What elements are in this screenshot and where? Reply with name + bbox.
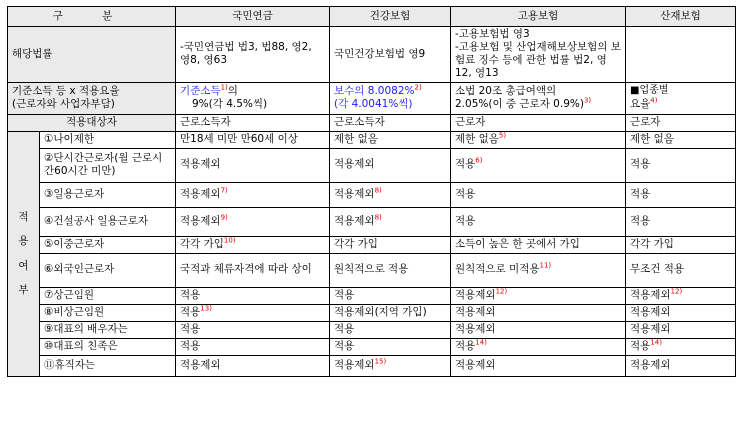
cell-pension: 적용$^{13)}$ (176, 304, 330, 321)
cell-pension: 적용제외 (176, 148, 330, 182)
footnote-mark: 1) (220, 83, 228, 92)
cell-health: 적용제외(지역 가입) (330, 304, 451, 321)
row-label: ④건설공사 일용근로자 (40, 207, 176, 236)
cell-industrial: 각각 가입 (626, 236, 736, 253)
cell-industrial: 적용제외 (626, 321, 736, 338)
cell-employment: 적용$^{6)}$ (451, 148, 626, 182)
header-category: 구 분 (8, 7, 176, 27)
cell-industrial: 적용제외$^{12)}$ (626, 287, 736, 304)
insurance-comparison-table (7, 6, 736, 377)
rate-label (8, 82, 176, 114)
footnote-mark: 5) (498, 131, 507, 140)
cell-health: 적용제외 (330, 148, 451, 182)
table-row (8, 355, 736, 376)
rate-row (8, 82, 736, 114)
footnote-mark: 3) (583, 96, 592, 105)
cell-employment: 적용제외 (451, 321, 626, 338)
footnote-mark: 11) (539, 261, 552, 270)
footnote-mark: 13) (200, 304, 212, 313)
cell-pension: 적용 (176, 321, 330, 338)
cell-health: 적용제외$^{15)}$ (330, 355, 451, 376)
cell-pension: 각각 가입$^{10)}$ (176, 236, 330, 253)
target-health: 근로소득자 (330, 114, 451, 131)
footnote-mark: 14) (475, 338, 487, 347)
row-label: ⑧비상근임원 (40, 304, 176, 321)
rate-pension-value: 9%(각 4.5%씩) (192, 98, 268, 110)
cell-industrial: 적용 (626, 207, 736, 236)
cell-industrial: 제한 없음 (626, 131, 736, 148)
insurance-comparison-table-wrapper (7, 6, 736, 377)
footnote-mark: 12) (670, 287, 683, 296)
cell-employment: 적용$^{14)}$ (451, 338, 626, 355)
cell-health: 적용제외$^{8)}$ (330, 182, 451, 207)
cell-pension: 적용 (176, 287, 330, 304)
rate-health-value: 보수의 8.0082% (334, 84, 415, 97)
rate-pension-base: 기준소득 (180, 84, 221, 97)
footnote-mark: 8) (374, 186, 382, 195)
table-row (8, 287, 736, 304)
table-row (8, 207, 736, 236)
cell-pension: 만18세 미만 만60세 이상 (176, 131, 330, 148)
cell-employment: 제한 없음$^{5)}$ (451, 131, 626, 148)
rate-label-line1: 기준소득 등 x 적용요율 (12, 84, 120, 97)
table-row (8, 236, 736, 253)
footnote-mark: 7) (220, 186, 228, 195)
row-label: ③일용근로자 (40, 182, 176, 207)
applicability-side-label (8, 131, 40, 376)
cell-industrial: 적용제외 (626, 355, 736, 376)
footnote-mark: 9) (220, 213, 228, 222)
footnote-mark: 12) (495, 287, 508, 296)
side-char: 적 (18, 211, 29, 224)
target-row (8, 114, 736, 131)
cell-pension: 적용제외 (176, 355, 330, 376)
cell-health: 적용제외$^{8)}$ (330, 207, 451, 236)
cell-health: 각각 가입 (330, 236, 451, 253)
cell-industrial: 적용 (626, 182, 736, 207)
row-label: ②단시간근로자(월 근로시간60시간 미만) (40, 148, 176, 182)
law-label: 해당법률 (8, 27, 176, 83)
cell-industrial: 적용 (626, 148, 736, 182)
rate-employment (451, 82, 626, 114)
row-label: ⑨대표의 배우자는 (40, 321, 176, 338)
cell-pension: 적용 (176, 338, 330, 355)
rate-pension-tail: 의 (227, 84, 238, 97)
table-row (8, 253, 736, 287)
rate-employment-line2: 2.05%(이 중 근로자 0.9%) (455, 98, 584, 110)
header-industrial-accident-insurance: 산재보험 (626, 7, 736, 27)
row-label: ⑪휴직자는 (40, 355, 176, 376)
cell-employment: 적용제외 (451, 355, 626, 376)
cell-employment: 소득이 높은 한 곳에서 가입 (451, 236, 626, 253)
law-pension: -국민연금법 법3, 법88, 영2, 영8, 영63 (176, 27, 330, 83)
footnote-mark: 10) (223, 236, 236, 245)
law-employment-line2: -고용보험 및 산업재해보상보험의 보험료 징수 등에 관한 법률 법2, 영12, 영13 (455, 41, 621, 80)
cell-pension: 적용제외$^{7)}$ (176, 182, 330, 207)
footnote-mark: 8) (374, 213, 382, 222)
law-employment (451, 27, 626, 83)
header-row (8, 7, 736, 27)
rate-health-split: (각 4.0041%씩) (334, 98, 413, 110)
law-industrial (626, 27, 736, 83)
header-health-insurance: 건강보험 (330, 7, 451, 27)
row-label: ⑤이중근로자 (40, 236, 176, 253)
cell-health: 제한 없음 (330, 131, 451, 148)
cell-employment: 적용 (451, 182, 626, 207)
rate-label-line2: (근로자와 사업자부담) (12, 98, 115, 110)
cell-employment: 적용제외$^{12)}$ (451, 287, 626, 304)
table-row (8, 321, 736, 338)
cell-pension: 국적과 체류자격에 따라 상이 (176, 253, 330, 287)
side-char: 부 (18, 283, 29, 296)
law-employment-line1: -고용보험법 영3 (455, 28, 530, 40)
footnote-mark: 14) (650, 338, 662, 347)
cell-industrial: 적용$^{14)}$ (626, 338, 736, 355)
law-health: 국민건강보험법 영9 (330, 27, 451, 83)
footnote-mark: 6) (475, 156, 483, 165)
header-employment-insurance: 고용보험 (451, 7, 626, 27)
cell-industrial: 무조건 적용 (626, 253, 736, 287)
cell-industrial: 적용제외 (626, 304, 736, 321)
target-employment: 근로자 (451, 114, 626, 131)
cell-employment: 원칙적으로 미적용$^{11)}$ (451, 253, 626, 287)
footnote-mark: 4) (650, 96, 658, 105)
header-national-pension: 국민연금 (176, 7, 330, 27)
rate-employment-line1: 소법 20조 총급여액의 (455, 84, 557, 97)
rate-industrial-line2: 요율 (630, 97, 651, 110)
row-label: ⑥외국인근로자 (40, 253, 176, 287)
cell-health: 적용 (330, 338, 451, 355)
table-row (8, 338, 736, 355)
cell-employment: 적용제외 (451, 304, 626, 321)
rate-industrial-line1: ■업종별 (630, 85, 669, 97)
side-char: 용 (18, 235, 29, 248)
target-industrial: 근로자 (626, 114, 736, 131)
row-label: ⑦상근임원 (40, 287, 176, 304)
footnote-mark: 2) (414, 83, 422, 92)
cell-health: 원칙적으로 적용 (330, 253, 451, 287)
cell-pension: 적용제외$^{9)}$ (176, 207, 330, 236)
law-row (8, 27, 736, 83)
target-pension: 근로소득자 (176, 114, 330, 131)
row-label: ⑩대표의 친족은 (40, 338, 176, 355)
table-row (8, 304, 736, 321)
table-row (8, 148, 736, 182)
cell-health: 적용 (330, 287, 451, 304)
table-row (8, 182, 736, 207)
cell-employment: 적용 (451, 207, 626, 236)
rate-industrial (626, 82, 736, 114)
target-label: 적용대상자 (8, 114, 176, 131)
table-row (8, 131, 736, 148)
cell-health: 적용 (330, 321, 451, 338)
rate-pension (176, 82, 330, 114)
row-label: ①나이제한 (40, 131, 176, 148)
side-char: 여 (18, 259, 29, 272)
footnote-mark: 15) (374, 357, 387, 366)
rate-health (330, 82, 451, 114)
